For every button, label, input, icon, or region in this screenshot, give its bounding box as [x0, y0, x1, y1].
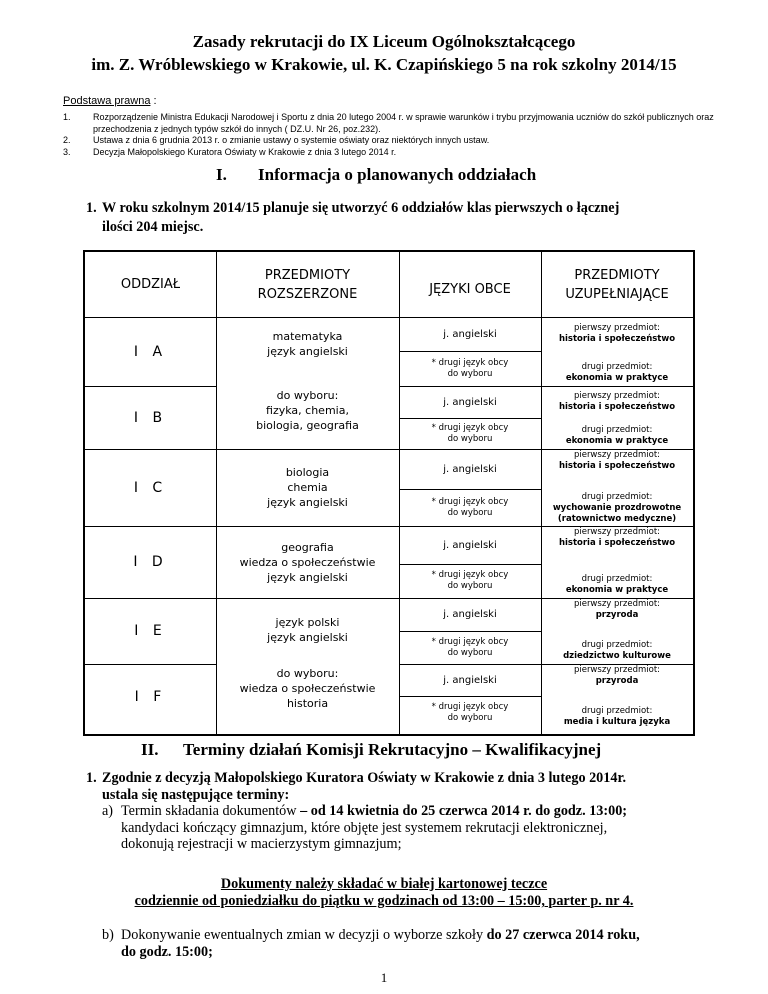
supplementary-first-value: historia i społeczeństwo	[558, 402, 676, 412]
class-name: I C	[133, 479, 168, 496]
language-first-text: j. angielski	[443, 328, 497, 340]
subject-choice-label: do wyboru:	[276, 388, 339, 402]
supplementary-second-label: drugi przedmiot:	[581, 706, 653, 716]
header-extended-line2: ROZSZERZONE	[257, 286, 358, 302]
list-item-text: Decyzja Małopolskiego Kuratora Oświaty w Krakowie z dnia 3 lutego 2014 r.	[93, 146, 397, 157]
language-first	[399, 386, 541, 418]
header-class-text: ODDZIAŁ	[120, 277, 181, 292]
section1-point-number: 1.	[86, 200, 97, 216]
section1-point-line2: ilości 204 miejsc.	[102, 219, 204, 235]
language-first-text: j. angielski	[443, 609, 497, 620]
class-cell	[85, 598, 216, 664]
list-item	[63, 124, 723, 136]
deadline-a-line3: dokonują rejestracji w macierzystym gimnazjum;	[121, 836, 402, 852]
section1-title: Informacja o planowanych oddziałach	[258, 165, 537, 184]
documents-note-line1: Dokumenty należy składać w białej kartonowej teczce	[220, 876, 548, 892]
supplementary-second-label: drugi przedmiot:	[581, 640, 653, 650]
legal-basis-title: Podstawa prawna	[63, 95, 151, 107]
subject-line: geografia	[281, 540, 334, 554]
supplementary-first	[541, 598, 693, 631]
language-second	[399, 696, 541, 730]
deadline-a-line2: kandydaci kończący gimnazjum, które objęte jest systemem rekrutacji elektronicznej,	[121, 819, 608, 836]
supplementary-second-label: drugi przedmiot:	[581, 362, 653, 372]
supplementary-second	[541, 696, 693, 730]
supplementary-first-value: przyroda	[595, 676, 639, 686]
deadline-b-text1: Dokonywanie ewentualnych zmian w decyzji o wyborze szkoły	[121, 927, 487, 943]
section2-number: II.	[141, 740, 159, 759]
list-item-text: Rozporządzenie Ministra Edukacji Narodowej i Sportu z dnia 20 lutego 2004 r. w sprawie warunków i trybu przyjmowania uczniów do szkół publicznych oraz	[93, 112, 714, 122]
language-first-text: j. angielski	[443, 396, 497, 408]
extended-subjects-ef-choice	[216, 662, 399, 714]
supplementary-second-value: media i kultura języka	[563, 717, 671, 727]
class-name: I B	[133, 409, 168, 426]
extended-subjects-ab-choice	[216, 385, 399, 435]
supplementary-second	[541, 485, 693, 526]
subject-line: biologia	[285, 466, 330, 479]
classes-table	[83, 250, 695, 736]
header-class	[85, 252, 216, 317]
subject-line: wiedza o społeczeństwie	[239, 555, 376, 569]
language-first-text: j. angielski	[443, 463, 497, 475]
page-title-line2: im. Z. Wróblewskiego w Krakowie, ul. K. Czapińskiego 5 na rok szkolny 2014/15	[91, 55, 677, 74]
section1-heading	[216, 165, 536, 185]
deadline-b-text2: do 27 czerwca 2014 roku,	[486, 927, 640, 943]
extended-subjects-ef	[216, 610, 399, 650]
class-name: I F	[134, 689, 167, 705]
subject-line: język angielski	[267, 570, 348, 584]
supplementary-first-label: pierwszy przedmiot:	[573, 599, 661, 609]
supplementary-first-value: historia i społeczeństwo	[558, 334, 676, 344]
language-first	[399, 664, 541, 696]
supplementary-first	[541, 526, 693, 560]
subject-line: język angielski	[267, 345, 348, 358]
supplementary-first-label: pierwszy przedmiot:	[573, 323, 661, 333]
class-cell	[85, 664, 216, 730]
language-second-line2: do wyboru	[447, 507, 493, 518]
supplementary-second-value: ekonomia w praktyce	[565, 585, 669, 595]
section2-point-line2: ustala się następujące terminy:	[102, 786, 290, 803]
supplementary-first	[541, 664, 693, 696]
subject-line: historia	[286, 696, 329, 710]
subject-line: fizyka, chemia,	[266, 403, 349, 417]
supplementary-first	[541, 449, 693, 485]
subject-choice-label: do wyboru:	[276, 666, 339, 680]
class-name: I A	[133, 343, 168, 360]
language-second-line1: * drugi język obcy	[431, 422, 509, 433]
language-second-line2: do wyboru	[447, 581, 493, 591]
supplementary-second-label: drugi przedmiot:	[581, 492, 653, 502]
deadline-a-text1: Termin składania dokumentów	[121, 803, 297, 819]
supplementary-first-value: przyroda	[595, 610, 639, 620]
supplementary-second-value: ekonomia w praktyce	[565, 436, 669, 446]
language-second-line2: do wyboru	[447, 368, 493, 379]
language-second	[399, 564, 541, 598]
legal-basis-label	[63, 95, 157, 107]
language-second-line2: do wyboru	[447, 713, 493, 723]
supplementary-second-label: drugi przedmiot:	[581, 425, 653, 435]
language-second	[399, 351, 541, 386]
list-item-text: Ustawa z dnia 6 grudnia 2013 r. o zmianie ustawy o systemie oświaty oraz niektórych innych ustaw.	[93, 135, 490, 146]
section2-heading	[141, 740, 601, 760]
page-number: 1	[380, 970, 388, 985]
list-item	[63, 147, 723, 159]
page-title-line1: Zasady rekrutacji do IX Liceum Ogólnokształcącego	[192, 32, 576, 51]
language-first-text: j. angielski	[443, 539, 497, 551]
deadline-b-line2: do godz. 15:00;	[121, 944, 213, 960]
list-item	[63, 112, 723, 124]
deadline-a	[86, 803, 736, 853]
list-item	[63, 135, 723, 147]
header-extended	[216, 252, 399, 317]
supplementary-first-label: pierwszy przedmiot:	[573, 391, 661, 401]
class-cell	[85, 386, 216, 449]
supplementary-first-label: pierwszy przedmiot:	[573, 527, 661, 537]
extended-subjects-ab	[216, 324, 399, 364]
subject-line: język angielski	[267, 496, 348, 509]
class-name: I E	[134, 623, 167, 639]
supplementary-first-label: pierwszy przedmiot:	[573, 665, 661, 675]
supplementary-second	[541, 418, 693, 449]
supplementary-second	[541, 631, 693, 664]
section2-point-number: 1.	[86, 770, 97, 786]
language-first	[399, 526, 541, 564]
extended-subjects-d	[216, 526, 399, 598]
legal-basis-list	[63, 112, 723, 158]
section2-point-line1: Zgodnie z decyzją Małopolskiego Kuratora Oświaty w Krakowie z dnia 3 lutego 2014r.	[102, 770, 626, 786]
subject-line: matematyka	[272, 330, 343, 343]
language-second	[399, 631, 541, 664]
header-supplementary-line1: PRZEDMIOTY	[574, 267, 660, 283]
documents-note-line2: codziennie od poniedziałku do piątku w godzinach od 13:00 – 15:00, parter p. nr 4.	[134, 893, 634, 909]
supplementary-second	[541, 351, 693, 386]
deadline-b	[102, 927, 732, 961]
supplementary-second-value: wychowanie prozdrowotne	[552, 503, 682, 513]
deadline-b-label: b)	[102, 927, 114, 943]
section2-point	[86, 770, 736, 853]
class-cell	[85, 526, 216, 598]
class-name: I D	[133, 554, 168, 570]
language-first	[399, 317, 541, 351]
section1-number: I.	[216, 165, 227, 184]
supplementary-first-value: historia i społeczeństwo	[558, 538, 676, 548]
language-second-line1: * drugi język obcy	[431, 570, 509, 580]
supplementary-second-value: ekonomia w praktyce	[565, 373, 669, 383]
header-languages-text: JĘZYKI OBCE	[429, 282, 511, 297]
language-second	[399, 418, 541, 449]
supplementary-first	[541, 317, 693, 351]
subject-line: język angielski	[267, 631, 348, 644]
header-extended-line1: PRZEDMIOTY	[264, 267, 351, 283]
supplementary-first	[541, 386, 693, 418]
supplementary-first-value: historia i społeczeństwo	[558, 461, 676, 471]
language-second-line1: * drugi język obcy	[431, 357, 509, 368]
list-item-number: 3.	[63, 146, 71, 157]
language-first	[399, 449, 541, 489]
language-second	[399, 489, 541, 526]
header-languages	[399, 252, 541, 317]
supplementary-first-label: pierwszy przedmiot:	[573, 450, 661, 460]
subject-line: chemia	[287, 481, 328, 494]
language-second-line2: do wyboru	[447, 433, 493, 444]
list-item-number: 1.	[63, 112, 71, 122]
deadline-a-text2: – od 14 kwietnia do 25 czerwca 2014 r. do godz. 13:00;	[296, 803, 628, 819]
extended-subjects-c	[216, 449, 399, 526]
list-item-number	[63, 124, 93, 136]
deadline-a-label: a)	[102, 803, 114, 819]
class-cell	[85, 317, 216, 386]
section1-point-line1: W roku szkolnym 2014/15 planuje się utworzyć 6 oddziałów klas pierwszych o łącznej	[102, 200, 620, 216]
supplementary-second	[541, 564, 693, 598]
class-cell	[85, 449, 216, 526]
section2-title: Terminy działań Komisji Rekrutacyjno – Kwalifikacyjnej	[183, 740, 602, 759]
section1-point	[86, 199, 726, 237]
list-item-number: 2.	[63, 135, 71, 146]
language-second-line1: * drugi język obcy	[431, 702, 509, 712]
language-second-line1: * drugi język obcy	[431, 636, 509, 647]
header-supplementary-line2: UZUPEŁNIAJĄCE	[565, 286, 669, 302]
language-second-line1: * drugi język obcy	[431, 496, 509, 507]
supplementary-second-value: dziedzictwo kulturowe	[563, 651, 671, 661]
supplementary-second-label: drugi przedmiot:	[581, 574, 653, 584]
header-supplementary	[541, 252, 693, 317]
list-item-text: przechodzenia z jednych typów szkół do innych ( DZ.U. Nr 26, poz.232).	[93, 123, 381, 134]
subject-line: wiedza o społeczeństwie	[239, 681, 376, 695]
subject-line: biologia, geografia	[256, 418, 359, 432]
supplementary-second-extra: (ratownictwo medyczne)	[557, 514, 677, 524]
language-first	[399, 598, 541, 631]
subject-line: język polski	[275, 616, 340, 629]
legal-basis-colon: :	[150, 95, 157, 107]
language-first-text: j. angielski	[443, 674, 497, 686]
language-second-line2: do wyboru	[447, 647, 493, 658]
